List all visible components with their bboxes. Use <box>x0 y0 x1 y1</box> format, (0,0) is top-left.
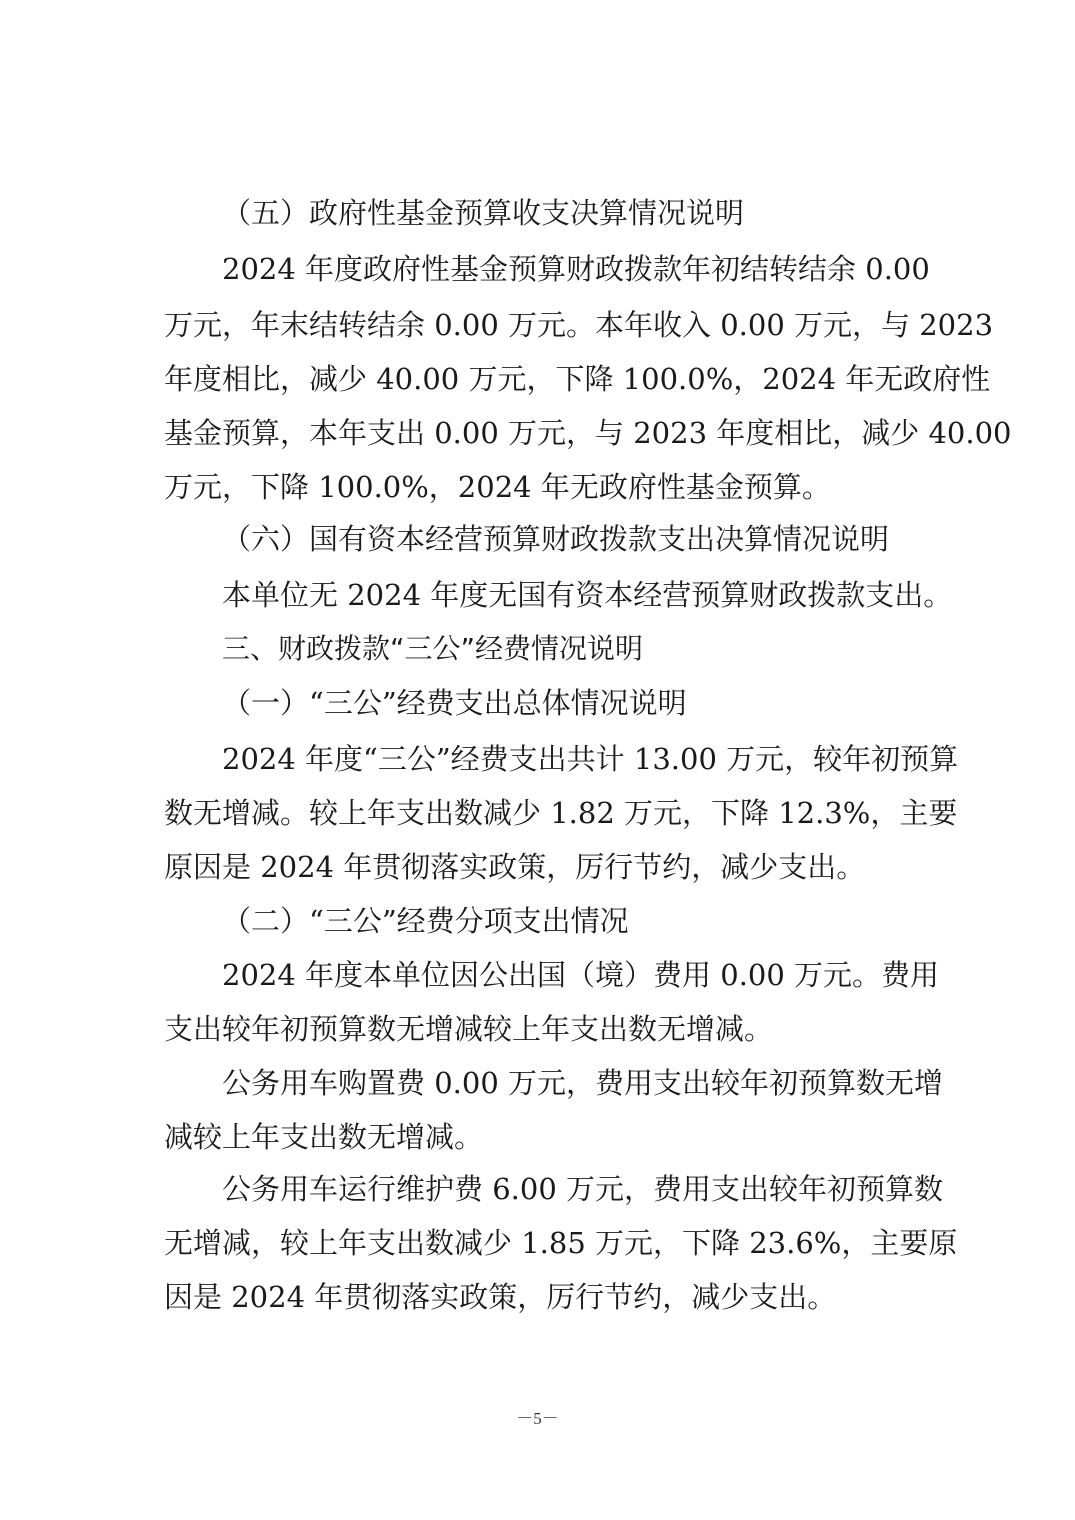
paragraph-line: 2024 年度“三公”经费支出共计 13.00 万元，较年初预算 <box>222 742 959 776</box>
subheading-state-capital: （六）国有资本经营预算财政拨款支出决算情况说明 <box>222 522 890 556</box>
paragraph-line: 万元，下降 100.0%，2024 年无政府性基金预算。 <box>164 470 831 504</box>
page-number: －5－ <box>516 1409 559 1428</box>
subheading-overall: （一）“三公”经费支出总体情况说明 <box>222 686 687 720</box>
paragraph-line: 2024 年度政府性基金预算财政拨款年初结转结余 0.00 <box>222 252 930 286</box>
paragraph-line: 支出较年初预算数无增减较上年支出数无增减。 <box>164 1012 774 1046</box>
paragraph-line: 原因是 2024 年贯彻落实政策，厉行节约，减少支出。 <box>164 850 866 884</box>
paragraph-line: 无增减，较上年支出数减少 1.85 万元，下降 23.6%，主要原 <box>164 1226 958 1260</box>
subheading-itemized: （二）“三公”经费分项支出情况 <box>222 904 629 938</box>
paragraph-line: 年度相比，减少 40.00 万元，下降 100.0%，2024 年无政府性 <box>164 362 991 396</box>
paragraph-line: 公务用车运行维护费 6.00 万元，费用支出较年初预算数 <box>222 1172 944 1206</box>
paragraph-line: 基金预算，本年支出 0.00 万元，与 2023 年度相比，减少 40.00 <box>164 416 1012 450</box>
paragraph-line: 因是 2024 年贯彻落实政策，厉行节约，减少支出。 <box>164 1280 837 1314</box>
subheading-government-fund: （五）政府性基金预算收支决算情况说明 <box>222 196 745 230</box>
paragraph-line: 2024 年度本单位因公出国（境）费用 0.00 万元。费用 <box>222 958 940 992</box>
paragraph-line: 万元，年末结转结余 0.00 万元。本年收入 0.00 万元，与 2023 <box>164 308 994 342</box>
paragraph-line: 本单位无 2024 年度无国有资本经营预算财政拨款支出。 <box>222 578 953 612</box>
paragraph-line: 数无增减。较上年支出数减少 1.82 万元，下降 12.3%，主要 <box>164 796 958 830</box>
section-heading-three-public: 三、财政拨款“三公”经费情况说明 <box>222 632 644 665</box>
paragraph-line: 公务用车购置费 0.00 万元，费用支出较年初预算数无增 <box>222 1066 944 1100</box>
paragraph-line: 减较上年支出数无增减。 <box>164 1120 484 1154</box>
